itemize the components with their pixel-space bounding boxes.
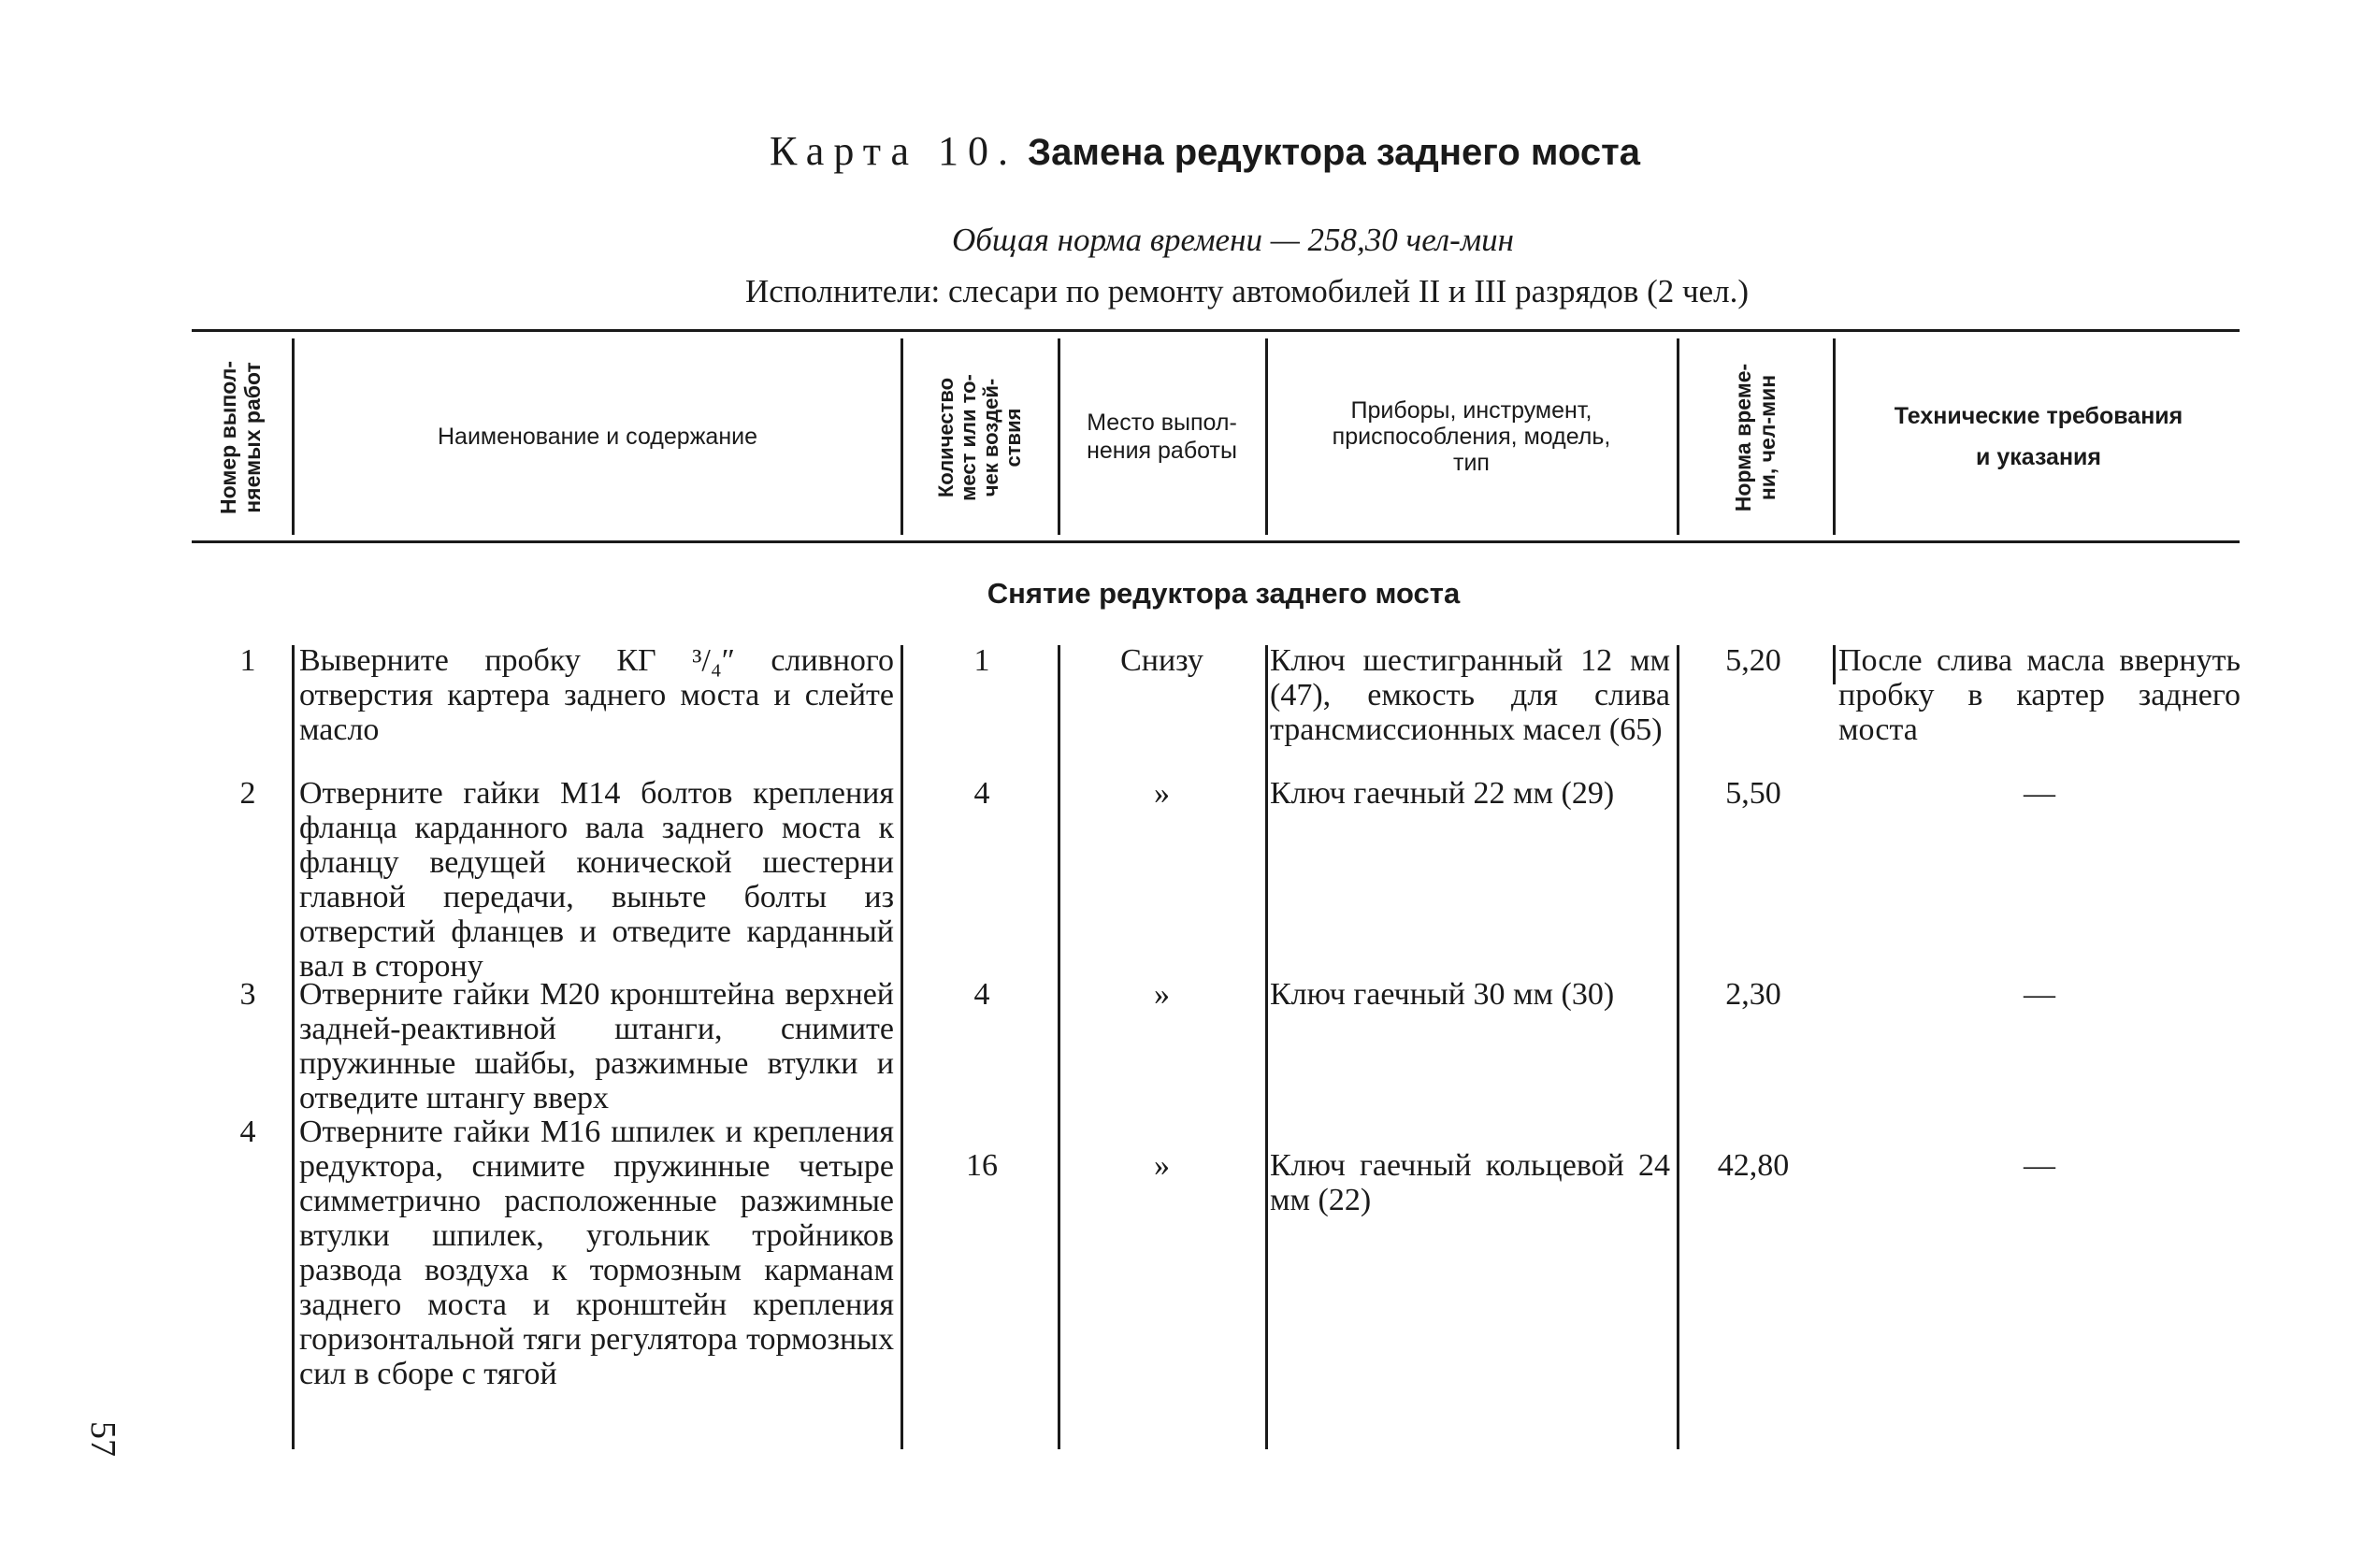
section-title: Снятие редуктора заднего моста bbox=[987, 577, 1461, 610]
time-norm: Общая норма времени — 258,30 чел-мин bbox=[951, 222, 1515, 258]
body-divider bbox=[901, 645, 903, 1449]
row-2-tools: Ключ гаечный 22 мм (29) bbox=[1270, 776, 1615, 811]
title-main: Замена редуктора заднего моста bbox=[1028, 132, 1640, 173]
page-number: 57 bbox=[83, 1421, 122, 1457]
executors: Исполнители: слесари по ремонту автомобилей II и III разрядов (2 чел.) bbox=[744, 273, 1750, 309]
row-2-norm: 5,50 bbox=[1725, 776, 1781, 811]
row-1-qty: 1 bbox=[973, 643, 990, 678]
header-tech: Технические требования и указания bbox=[1894, 403, 2183, 470]
row-4-norm: 42,80 bbox=[1717, 1148, 1790, 1183]
body-divider bbox=[1265, 645, 1268, 1449]
row-3-qty: 4 bbox=[973, 977, 990, 1012]
row-2-tech: — bbox=[2024, 776, 2055, 811]
header-num: Номер выпол- няемых работ bbox=[216, 360, 266, 514]
row-3-num: 3 bbox=[239, 977, 256, 1012]
header-divider bbox=[292, 338, 295, 535]
row-4-qty: 16 bbox=[966, 1148, 998, 1183]
header-divider bbox=[1058, 338, 1060, 535]
row-2-num: 2 bbox=[239, 776, 256, 811]
header-name: Наименование и содержание bbox=[438, 424, 757, 450]
body-divider bbox=[1677, 645, 1679, 1449]
row-4-place: » bbox=[1154, 1148, 1170, 1183]
row-4-name: Отверните гайки М16 шпилек и крепления редуктора, снимите пружинные четыре симметрично расположенные разжимные втулки шпилек, угольник тройников развода воздуха к тормозным карманам заднего моста и кронштейн крепления горизонтальной тяги регулятора тормозных сил в сборе с тягой bbox=[299, 1115, 894, 1391]
table-header-rule bbox=[192, 540, 2240, 543]
row-4-num: 4 bbox=[239, 1115, 256, 1149]
header-place: Место выпол- нения работы bbox=[1087, 410, 1237, 464]
page-title bbox=[0, 125, 2363, 179]
row-2-name: Отверните гайки М14 болтов крепления фланца карданного вала заднего моста к фланцу ведущей конической шестерни главной передачи, выньте болты из отверстий фланцев и отведите карданный вал в сторону bbox=[299, 776, 894, 984]
row-1-num: 1 bbox=[239, 643, 256, 678]
header-divider bbox=[1833, 338, 1836, 535]
row-2-qty: 4 bbox=[973, 776, 990, 811]
table-top-rule bbox=[192, 329, 2240, 332]
header-divider bbox=[1265, 338, 1268, 535]
row-1-tech: После слива масла ввернуть пробку в картер заднего моста bbox=[1838, 643, 2241, 747]
header-qty: Количество мест или то- чек воздей- ствия bbox=[933, 373, 1025, 501]
row-4-tech: — bbox=[2024, 1148, 2055, 1183]
row-1-norm: 5,20 bbox=[1725, 643, 1781, 678]
header-qty-cell bbox=[903, 337, 1056, 538]
header-tools: Приборы, инструмент, приспособления, модель, тип bbox=[1332, 397, 1611, 476]
row-4-tools: Ключ гаечный кольцевой 24 мм (22) bbox=[1270, 1148, 1670, 1217]
row-3-tools: Ключ гаечный 30 мм (30) bbox=[1270, 977, 1615, 1012]
row-3-tech: — bbox=[2024, 977, 2055, 1012]
row-1-place: Снизу bbox=[1120, 643, 1203, 678]
row-1-tools: Ключ шестигранный 12 мм (47), емкость для слива трансмиссионных масел (65) bbox=[1270, 643, 1670, 747]
title-prefix: Карта 10. bbox=[770, 128, 1018, 174]
header-norm: Норма време- ни, чел-мин bbox=[1730, 363, 1779, 511]
row-3-place: » bbox=[1154, 977, 1170, 1012]
header-num-cell bbox=[192, 337, 290, 538]
row-1-name: Выверните пробку КГ ³/₄″ сливного отверстия картера заднего моста и слейте масло bbox=[299, 643, 894, 747]
row-3-norm: 2,30 bbox=[1725, 977, 1781, 1012]
tech-divider bbox=[1833, 645, 1836, 684]
row-3-name: Отверните гайки М20 кронштейна верхней задней-реактивной штанги, снимите пружинные шайбы, разжимные втулки и отведите штангу вверх bbox=[299, 977, 894, 1115]
body-divider bbox=[1058, 645, 1060, 1449]
header-norm-cell bbox=[1679, 337, 1831, 538]
body-divider bbox=[292, 645, 295, 1449]
row-2-place: » bbox=[1154, 776, 1170, 811]
